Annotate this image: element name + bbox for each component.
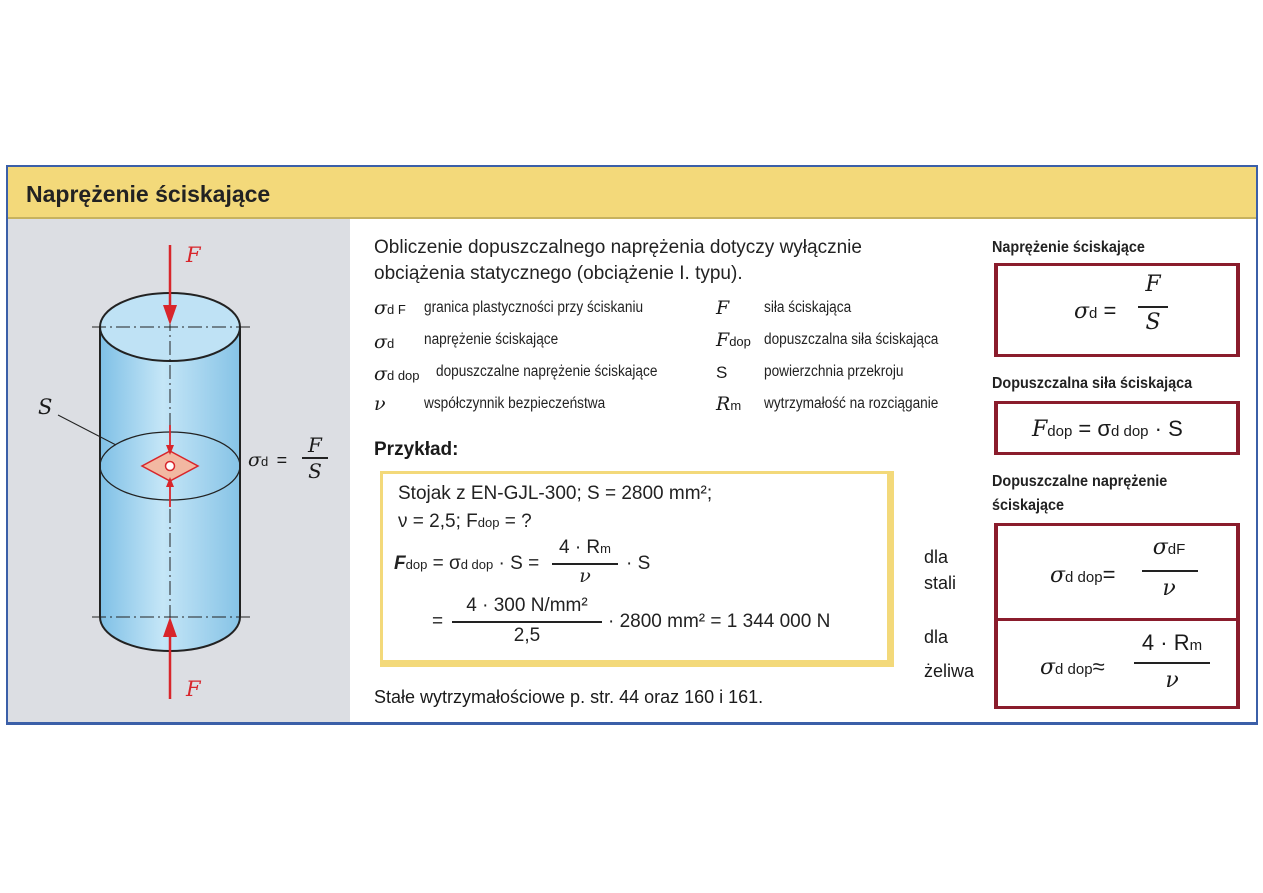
legend-symbol: σd F	[374, 297, 406, 319]
intro-line-2: obciążenia statycznego (obciążenie I. typu).	[374, 263, 743, 284]
box1-denominator: S	[1145, 310, 1161, 335]
box1-title: Naprężenie ściskające	[992, 239, 1145, 256]
eq1-end: · S	[626, 553, 651, 574]
example-equation-1: Fdop = σd dop · S =	[394, 553, 540, 574]
example-line-1: Stojak z EN-GJL-300; S = 2800 mm²;	[398, 483, 713, 504]
fraction-bar	[1134, 662, 1210, 664]
iron-label-1: dla	[924, 627, 949, 647]
iron-label-2: żeliwa	[924, 661, 975, 681]
eq2-equals: =	[432, 611, 444, 632]
area-label: S	[38, 395, 53, 419]
formula-box-allowable: σd dop= σdF ν σd dop≈ 4 · Rm ν	[994, 523, 1240, 709]
legend-symbol: Fdop	[716, 329, 751, 351]
title-bar	[8, 167, 1256, 219]
box3-title-2: ściskające	[992, 497, 1065, 514]
iron-numerator: 4 · Rm	[1141, 630, 1203, 655]
fraction-bar	[452, 621, 602, 623]
eq1-denominator: ν	[579, 565, 591, 587]
steel-label-2: stali	[924, 573, 957, 593]
legend-symbol: F	[716, 297, 730, 319]
legend-desc: naprężenie ściskające	[424, 331, 559, 348]
example-line-2: ν = 2,5; Fdop = ?	[398, 511, 532, 532]
legend-symbol: ν	[374, 393, 386, 415]
fraction-bar	[1138, 306, 1168, 308]
legend-symbol: σd dop	[374, 363, 420, 385]
box2-title: Dopuszczalna siła ściskająca	[992, 375, 1193, 392]
formula-box-force: Fdop = σd dop · S	[994, 401, 1240, 455]
footer-note: Stałe wytrzymałościowe p. str. 44 oraz 160 i 161.	[374, 687, 764, 707]
legend-symbol: Rm	[716, 393, 742, 415]
figure-formula: σd =	[248, 449, 288, 471]
stress-point	[166, 462, 175, 471]
legend-symbol: S	[716, 363, 728, 382]
figure-formula-num: F	[308, 433, 322, 457]
legend-symbol: σd	[374, 331, 395, 353]
legend-desc: dopuszczalne naprężenie ściskające	[436, 363, 658, 380]
iron-denominator: ν	[1165, 668, 1179, 693]
legend-desc: dopuszczalna siła ściskająca	[764, 331, 939, 348]
eq2-numerator: 4 · 300 N/mm²	[466, 595, 588, 616]
figure-formula-den: S	[308, 459, 322, 483]
force-label-bottom: F	[186, 677, 201, 701]
page-title: Naprężenie ściskające	[26, 181, 271, 207]
eq2-denominator: 2,5	[513, 625, 541, 646]
box3-title-1: Dopuszczalne naprężenie	[992, 473, 1168, 490]
box1-numerator: F	[1145, 272, 1161, 297]
legend-desc: powierzchnia przekroju	[764, 363, 904, 380]
force-label-top: F	[186, 243, 201, 267]
intro-line-1: Obliczenie dopuszczalnego naprężenia dotyczy wyłącznie	[374, 237, 862, 258]
formula-box-stress: σd = F S	[994, 263, 1240, 357]
steel-denominator: ν	[1162, 576, 1176, 601]
eq2-end: · 2800 mm² = 1 344 000 N	[608, 611, 831, 632]
legend-desc: siła ściskająca	[764, 299, 852, 316]
eq1-numerator: 4 · Rm	[558, 537, 612, 558]
legend-desc: współczynnik bezpieczeństwa	[424, 395, 606, 412]
cylinder-diagram	[8, 219, 350, 723]
legend-desc: wytrzymałość na rozciąganie	[764, 395, 939, 412]
info-card	[6, 165, 1258, 725]
fraction-bar	[1142, 570, 1198, 572]
steel-numerator: σdF	[1152, 535, 1186, 560]
steel-label-1: dla	[924, 547, 949, 567]
box-divider	[998, 618, 1236, 621]
example-heading: Przykład:	[374, 439, 459, 460]
legend-desc: granica plastyczności przy ściskaniu	[424, 299, 644, 316]
figure-panel	[8, 219, 350, 723]
